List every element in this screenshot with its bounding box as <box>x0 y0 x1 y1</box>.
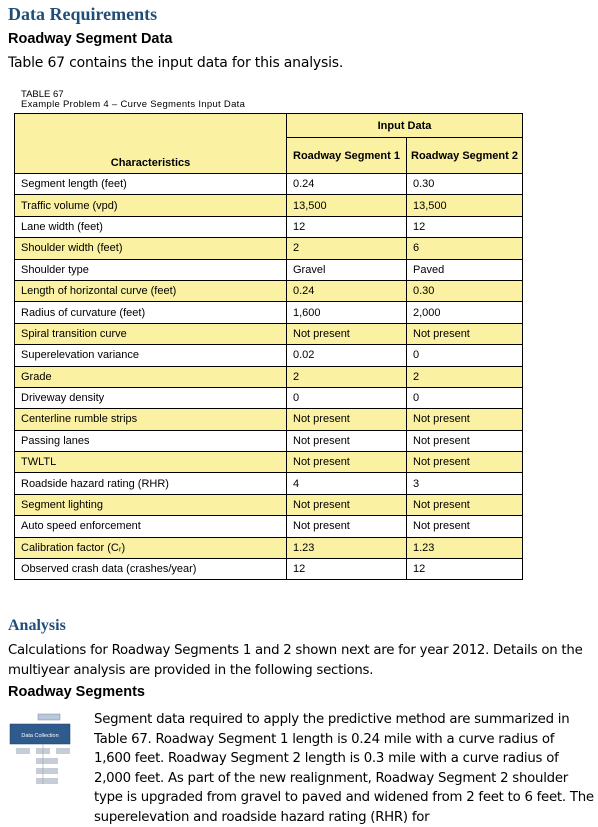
segment-2-value: Not present <box>407 516 523 537</box>
input-data-table <box>14 113 523 580</box>
segment-1-value: 1.23 <box>287 537 407 558</box>
table-row <box>15 473 523 494</box>
table-row <box>15 195 523 216</box>
table-row <box>15 280 523 301</box>
row-label: Segment length (feet) <box>15 174 287 195</box>
segment-2-value: 13,500 <box>407 195 523 216</box>
intro-paragraph: Table 67 contains the input data for this analysis. <box>8 55 344 71</box>
subsection-heading: Roadway Segment Data <box>8 31 173 47</box>
table-row <box>15 430 523 451</box>
segment-1-value: 2 <box>287 366 407 387</box>
table-row <box>15 259 523 280</box>
row-label: Roadside hazard rating (RHR) <box>15 473 287 494</box>
segment-1-value: Not present <box>287 409 407 430</box>
segment-1-value: 2 <box>287 238 407 259</box>
segment-2-value: 12 <box>407 559 523 580</box>
col-header-input-data: Input Data <box>287 114 523 138</box>
col-header-characteristics: Characteristics <box>15 114 287 174</box>
row-label: Superelevation variance <box>15 345 287 366</box>
row-label: Spiral transition curve <box>15 323 287 344</box>
thumbnail-label: Data Collection <box>21 733 59 739</box>
segment-2-value: 2,000 <box>407 302 523 323</box>
segment-1-value: Not present <box>287 516 407 537</box>
segment-2-value: 0 <box>407 387 523 408</box>
segment-1-value: 0 <box>287 387 407 408</box>
row-label: Segment lighting <box>15 494 287 515</box>
segment-1-value: Not present <box>287 430 407 451</box>
row-label: Radius of curvature (feet) <box>15 302 287 323</box>
table-title: Example Problem 4 – Curve Segments Input Data <box>21 99 246 110</box>
segment-2-value: 1.23 <box>407 537 523 558</box>
segment-2-value: 0.30 <box>407 174 523 195</box>
table-row <box>15 238 523 259</box>
segment-1-value: 4 <box>287 473 407 494</box>
segment-1-value: Not present <box>287 494 407 515</box>
table-caption <box>21 90 245 110</box>
row-label: Length of horizontal curve (feet) <box>15 280 287 301</box>
table-row <box>15 174 523 195</box>
segment-2-value: 12 <box>407 216 523 237</box>
row-label: Passing lanes <box>15 430 287 451</box>
row-label: Lane width (feet) <box>15 216 287 237</box>
row-label: TWLTL <box>15 452 287 473</box>
segment-2-value: Not present <box>407 430 523 451</box>
segment-2-value: Not present <box>407 409 523 430</box>
segment-1-value: 12 <box>287 216 407 237</box>
row-label: Shoulder type <box>15 259 287 280</box>
segment-1-value: 13,500 <box>287 195 407 216</box>
table-row <box>15 387 523 408</box>
table-row <box>15 559 523 580</box>
segment-1-value: 0.02 <box>287 345 407 366</box>
row-label: Observed crash data (crashes/year) <box>15 559 287 580</box>
table-row <box>15 452 523 473</box>
table-row <box>15 302 523 323</box>
table-row <box>15 494 523 515</box>
segment-2-value: 3 <box>407 473 523 494</box>
table-row <box>15 537 523 558</box>
segment-2-value: Paved <box>407 259 523 280</box>
segment-2-value: Not present <box>407 323 523 344</box>
row-label: Centerline rumble strips <box>15 409 287 430</box>
segment-2-value: 2 <box>407 366 523 387</box>
table-row <box>15 323 523 344</box>
col-header-segment-1: Roadway Segment 1 <box>287 138 407 174</box>
segment-1-value: 0.24 <box>287 280 407 301</box>
row-label: Grade <box>15 366 287 387</box>
row-label: Calibration factor (Cᵣ) <box>15 537 287 558</box>
roadway-segments-heading: Roadway Segments <box>8 684 145 700</box>
segment-1-value: Gravel <box>287 259 407 280</box>
segment-2-value: Not present <box>407 452 523 473</box>
section-heading: Data Requirements <box>8 4 158 24</box>
table-row <box>15 409 523 430</box>
row-label: Shoulder width (feet) <box>15 238 287 259</box>
segment-1-value: 0.24 <box>287 174 407 195</box>
segment-2-value: 0 <box>407 345 523 366</box>
table-row <box>15 516 523 537</box>
segment-1-value: 1,600 <box>287 302 407 323</box>
segment-2-value: 0.30 <box>407 280 523 301</box>
table-number: TABLE 67 <box>21 89 64 100</box>
table-row <box>15 216 523 237</box>
row-label: Auto speed enforcement <box>15 516 287 537</box>
segment-2-value: Not present <box>407 494 523 515</box>
table-row <box>15 366 523 387</box>
segment-2-value: 6 <box>407 238 523 259</box>
segment-1-value: Not present <box>287 452 407 473</box>
table-row <box>15 345 523 366</box>
row-label: Traffic volume (vpd) <box>15 195 287 216</box>
analysis-paragraph: Calculations for Roadway Segments 1 and 2 shown next are for year 2012. Details on the multiyear analysis are provided in the following sections. <box>8 643 583 678</box>
segment-1-value: 12 <box>287 559 407 580</box>
roadway-segments-paragraph: Segment data required to apply the predictive method are summarized in Table 67. Roadway Segment 1 length is 0.24 mile with a curve radius of 1,600 feet. Roadway Segment 2 length is 0.3 mile with a curve radius of 2,000 feet. As part of the new realignment, Roadway Segment 2 shoulder type is upgraded from gravel to paved and widened from 2 feet to 6 feet. The superelevation and roadside hazard rating (RHR) for <box>94 712 594 825</box>
data-collection-diagram-icon <box>8 710 88 790</box>
analysis-heading: Analysis <box>8 617 66 634</box>
row-label: Driveway density <box>15 387 287 408</box>
segment-1-value: Not present <box>287 323 407 344</box>
col-header-segment-2: Roadway Segment 2 <box>407 138 523 174</box>
